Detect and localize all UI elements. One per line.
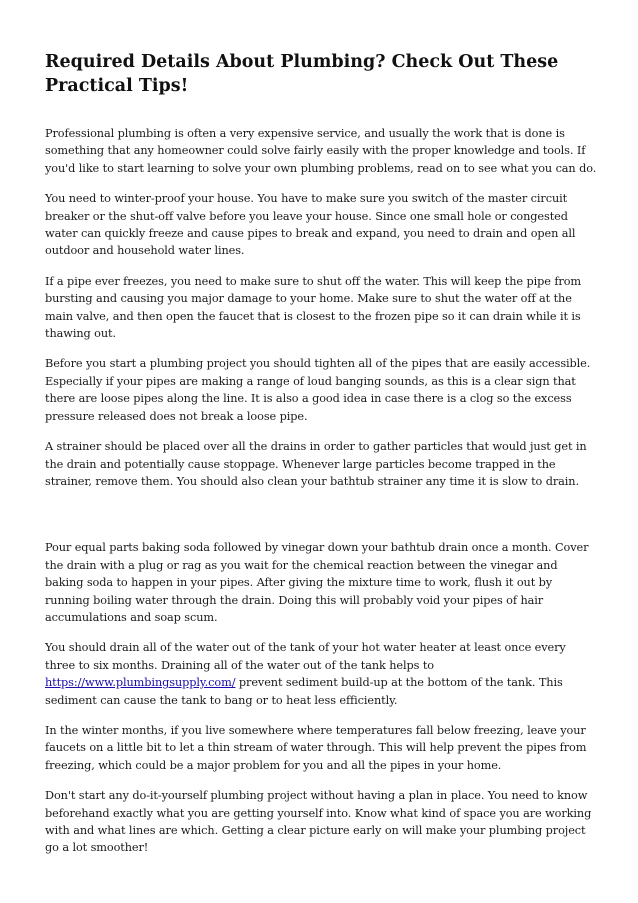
document-page xyxy=(45,50,598,870)
paragraph-intro: Professional plumbing is often a very expensive service, and usually the work that is done is something that any homeowner could solve fairly easily with the proper knowledge and tools. If you'd like to start learning to solve your own plumbing problems, read on to see what you can do. xyxy=(45,127,597,175)
plumbing-supply-link[interactable]: https://www.plumbingsupply.com/ xyxy=(45,676,236,690)
paragraph-winter-proof: You need to winter-proof your house. You have to make sure you switch of the master circuit breaker or the shut-off valve before you leave your house. Since one small hole or congested water can quickly freeze and cause pipes to break and expand, you need to drain and open all outdoor and household water lines. xyxy=(45,192,576,258)
paragraph-tighten-pipes: Before you start a plumbing project you should tighten all of the pipes that are easily accessible. Especially if your pipes are making a range of loud banging sounds, as this is a clear sign that there are loose pipes along the line. It is also a good idea in case there is a clog so the excess pressure released does not break a loose pipe. xyxy=(45,357,591,423)
paragraph-plan: Don't start any do-it-yourself plumbing project without having a plan in place. You need to know beforehand exactly what you are getting yourself into. Know what kind of space you are working with and what lines are which. Getting a clear picture early on will make your plumbing project go a lot smoother! xyxy=(45,789,592,855)
paragraph-frozen-pipe: If a pipe ever freezes, you need to make sure to shut off the water. This will keep the pipe from bursting and causing you major damage to your home. Make sure to shut the water off at the main valve, and then open the faucet that is closest to the frozen pipe so it can drain while it is thawing out. xyxy=(45,274,582,341)
water-heater-text-end: prevent sediment build-up at the bottom of the tank. This sediment can cause the tank to bang or to heat less efficiently. xyxy=(45,676,563,707)
blank-gap xyxy=(45,503,598,539)
document-title: Required Details About Plumbing? Check Out These Practical Tips! xyxy=(45,52,559,96)
paragraph-strainer: A strainer should be placed over all the drains in order to gather particles that would just get in the drain and potentially cause stoppage. Whenever large particles become trapped in the strainer, remove them. You should also clean your bathtub strainer any time it is slow to drain. xyxy=(45,440,587,488)
paragraph-water-heater xyxy=(45,639,598,709)
paragraph-winter-faucets: In the winter months, if you live somewhere where temperatures fall below freezing, leave your faucets on a little bit to let a thin stream of water through. This will help prevent the pipes from freezing, which could be a major problem for you and all the pipes in your home. xyxy=(45,723,587,772)
water-heater-text-start: You should drain all of the water out of the tank of your hot water heater at least once every three to six months. Draining all of the water out of the tank helps to xyxy=(45,641,566,672)
paragraph-baking-soda: Pour equal parts baking soda followed by vinegar down your bathtub drain once a month. Cover the drain with a plug or rag as you wait for the chemical reaction between the vinegar and baking soda to happen in your pipes. After giving the mixture time to work, flush it out by running boiling water through the drain. Doing this will probably void your pipes of hair accumulations and soap scum. xyxy=(45,541,589,624)
